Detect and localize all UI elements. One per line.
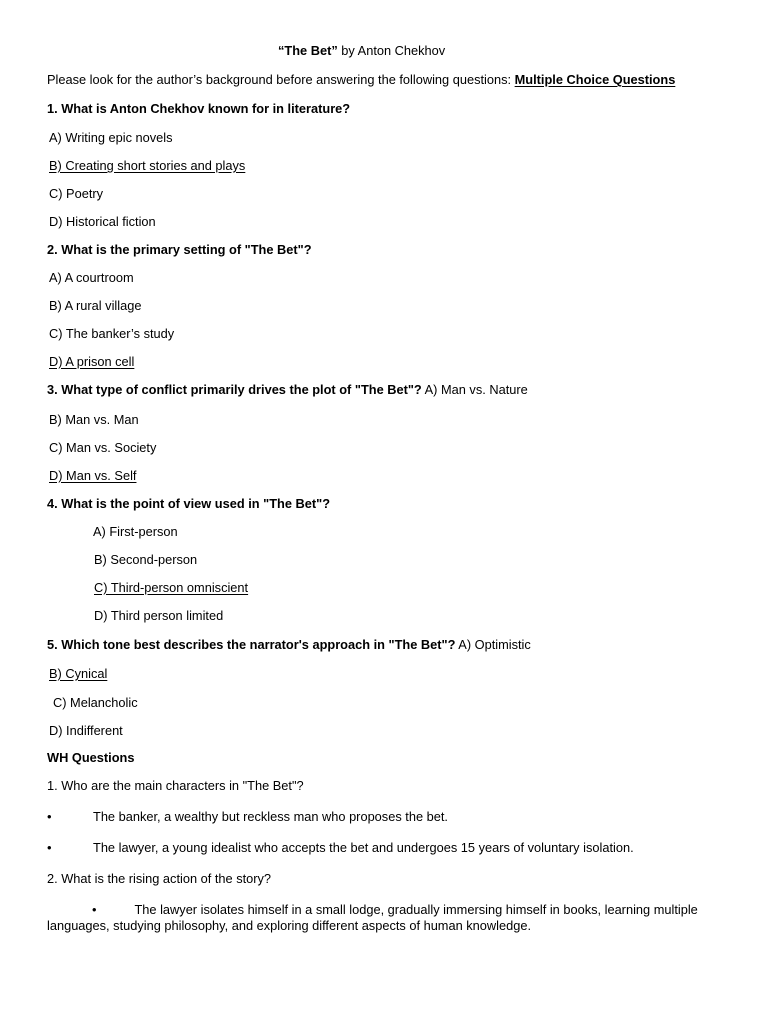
title-work: “The Bet” — [278, 43, 338, 58]
document-title — [278, 43, 445, 59]
q5-option-b: B) Cynical — [49, 666, 108, 681]
q3-option-c: C) Man vs. Society — [49, 440, 157, 455]
question-3-line — [47, 382, 528, 398]
q4-option-a: A) First-person — [93, 524, 178, 539]
question-2: 2. What is the primary setting of "The Bet"? — [47, 242, 312, 257]
q5-option-d: D) Indifferent — [49, 723, 123, 738]
bullet-icon: • — [92, 902, 97, 917]
wh-question-2: 2. What is the rising action of the story? — [47, 871, 272, 886]
q1-option-a: A) Writing epic novels — [49, 130, 173, 145]
q4-option-d: D) Third person limited — [94, 608, 224, 623]
question-5-line — [47, 637, 531, 653]
q2-option-a: A) A courtroom — [49, 270, 134, 285]
q3-option-a: A) Man vs. Nature — [424, 382, 528, 397]
q3-option-b: B) Man vs. Man — [49, 412, 139, 427]
question-4: 4. What is the point of view used in "The Bet"? — [47, 496, 331, 511]
q5-option-a: A) Optimistic — [458, 637, 531, 652]
q2-option-d: D) A prison cell — [49, 354, 135, 369]
bullet-icon: • — [47, 809, 52, 824]
title-author: by Anton Chekhov — [341, 43, 446, 58]
q3-option-d: D) Man vs. Self — [49, 468, 137, 483]
q1-option-c: C) Poetry — [49, 186, 104, 201]
wh-q1-bullet-2: The lawyer, a young idealist who accepts the bet and undergoes 15 years of voluntary isolation. — [93, 840, 634, 855]
intro-text: Please look for the author’s background before answering the following questions: — [47, 72, 512, 87]
q1-option-b: B) Creating short stories and plays — [49, 158, 246, 173]
question-1: 1. What is Anton Chekhov known for in literature? — [47, 101, 351, 116]
bullet-icon: • — [47, 840, 52, 855]
q2-option-b: B) A rural village — [49, 298, 142, 313]
q5-option-c: C) Melancholic — [53, 695, 138, 710]
wh-question-1: 1. Who are the main characters in "The Bet"? — [47, 778, 304, 793]
intro-line — [47, 72, 675, 88]
question-3: 3. What type of conflict primarily drives the plot of "The Bet"? — [47, 382, 422, 397]
wh-q1-bullet-1: The banker, a wealthy but reckless man who proposes the bet. — [93, 809, 448, 824]
question-5: 5. Which tone best describes the narrator's approach in "The Bet"? — [47, 637, 456, 652]
wh-heading: WH Questions — [47, 750, 135, 765]
q4-option-c: C) Third-person omniscient — [94, 580, 249, 595]
q4-option-b: B) Second-person — [94, 552, 198, 567]
mcq-heading: Multiple Choice Questions — [514, 72, 676, 87]
q1-option-d: D) Historical fiction — [49, 214, 156, 229]
wh-q2-bullet-paragraph — [47, 902, 719, 934]
wh-q2-bullet-text: The lawyer isolates himself in a small lodge, gradually immersing himself in books, learning multiple languages, studying philosophy, and exploring different aspects of human knowledge. — [47, 902, 698, 933]
q2-option-c: C) The banker’s study — [49, 326, 175, 341]
